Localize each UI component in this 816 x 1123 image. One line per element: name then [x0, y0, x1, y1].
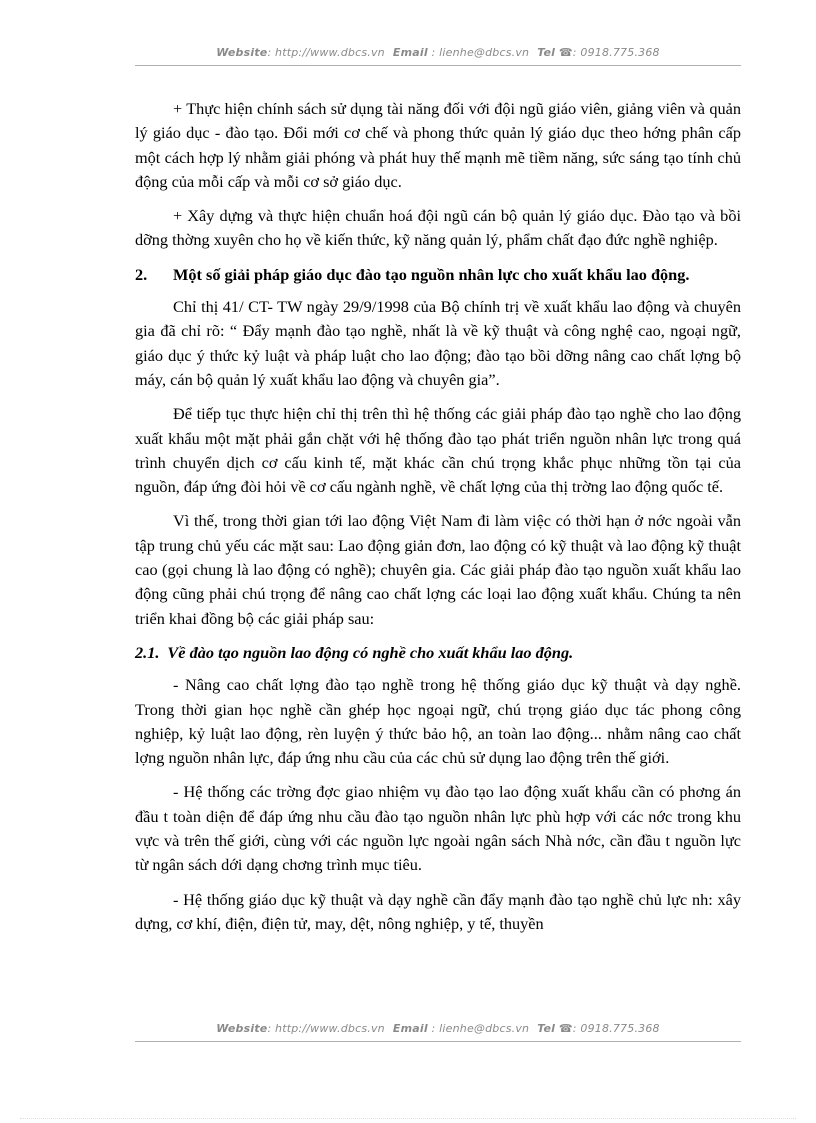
section-title: Một số giải pháp giáo dục đào tạo nguồn nhân lực cho xuất khẩu lao động. [173, 264, 690, 284]
section-heading-2 [135, 263, 741, 287]
phone-icon: ☎ [558, 46, 573, 59]
paragraph-labor-types: Vì thế, trong thời gian tới lao động Việt Nam đi làm việc có thời hạn ở nớc ngoài vẫn tập trung chủ yếu các mặt sau: Lao động giản đơn, lao động có kỹ thuật và lao động kỹ thuật cao (gọi chung là lao động có nghề); chuyên gia. Các giải pháp đào tạo nguồn xuất khẩu lao động cũng phải chú trọng để nâng cao chất lợng các loại lao động xuất khẩu. Chúng ta nên triển khai đồng bộ các giải pháp sau: [135, 511, 741, 628]
footer-website-label: Website [216, 1022, 268, 1035]
paragraph-management-standards: + Xây dựng và thực hiện chuẩn hoá đội ngũ cán bộ quản lý giáo dục. Đào tạo và bồi dỡng thờng xuyên cho họ về kiến thức, kỹ năng quản lý, phẩm chất đạo đức nghề nghiệp. [135, 206, 741, 250]
header-email-value: : lienhe@dbcs.vn [431, 46, 530, 59]
paragraph-teacher-policy: + Thực hiện chính sách sử dụng tài năng đối với đội ngũ giáo viên, giảng viên và quản lý giáo dục - đào tạo. Đổi mới cơ chế và phong thức quản lý giáo dục theo hớng phân cấp một cách hợp lý nhằm giải phóng và phát huy thế mạnh mẽ tiềm năng, sức sáng tạo tính chủ động của mỗi cấp và mỗi cơ sở giáo dục. [135, 99, 741, 191]
subsection-number: 2.1. [135, 642, 160, 662]
header-website-label: Website [216, 46, 268, 59]
footer-email-label: Email [392, 1022, 428, 1035]
footer-tel-value: : 0918.775.368 [572, 1022, 660, 1035]
page-header [135, 46, 741, 66]
paragraph-solution-system: Để tiếp tục thực hiện chỉ thị trên thì hệ thống các giải pháp đào tạo nghề cho lao động xuất khẩu một mặt phải gắn chặt với hệ thống đào tạo phát triển nguồn nhân lực trong quá trình chuyển dịch cơ cấu kinh tế, mặt khác cần chú trọng khắc phục những tồn tại của nguồn, đáp ứng đòi hỏi về cơ cấu ngành nghề, về chất lợng của thị trờng lao động quốc tế. [135, 404, 741, 497]
phone-icon: ☎ [558, 1022, 573, 1035]
header-email-label: Email [392, 46, 428, 59]
section-number: 2. [135, 264, 148, 284]
paragraph-vocational-quality: - Nâng cao chất lợng đào tạo nghề trong hệ thống giáo dục kỹ thuật và dạy nghề. Trong thời gian học nghề cần ghép học ngoại ngữ, chú trọng giáo dục tác phong công nghiệp, kỷ luật lao động, rèn luyện ý thức bảo hộ, an toàn lao động... nhằm nâng cao chất lợng nguồn nhân lực, đáp ứng nhu cầu của các chủ sử dụng lao động trên thế giới. [135, 675, 741, 768]
paragraph-key-trades: - Hệ thống giáo dục kỹ thuật và dạy nghề cần đẩy mạnh đào tạo nghề chủ lực nh: xây dựng, cơ khí, điện, điện tử, may, dệt, nông nghiệp, y tế, thuyền [135, 889, 741, 933]
subsection-title: Về đào tạo nguồn lao động có nghề cho xuất khẩu lao động. [167, 642, 574, 662]
page-edge-divider [20, 1118, 796, 1119]
paragraph-school-investment: - Hệ thống các trờng đợc giao nhiệm vụ đào tạo lao động xuất khẩu cần có phơng án đầu t toàn diện để đáp ứng nhu cầu đào tạo nguồn nhân lực phù hợp với các nớc trong khu vực và trên thế giới, cùng với các nguồn lực ngoài ngân sách Nhà nớc, cần đầu t nguồn lực từ ngân sách dới dạng chơng trình mục tiêu. [135, 782, 741, 875]
footer-tel-label: Tel [537, 1022, 556, 1035]
document-body [135, 97, 741, 936]
page-footer [135, 1022, 741, 1042]
footer-email-value: : lienhe@dbcs.vn [431, 1022, 530, 1035]
footer-website-value: : http://www.dbcs.vn [267, 1022, 385, 1035]
subsection-heading-2-1 [135, 641, 741, 665]
header-tel-value: : 0918.775.368 [572, 46, 660, 59]
header-tel-label: Tel [537, 46, 556, 59]
paragraph-directive-41: Chỉ thị 41/ CT- TW ngày 29/9/1998 của Bộ chính trị về xuất khẩu lao động và chuyên gia đã chỉ rõ: “ Đẩy mạnh đào tạo nghề, nhất là về kỹ thuật và công nghệ cao, ngoại ngữ, giáo dục ý thức kỷ luật và pháp luật cho lao động; đào tạo bồi dỡng nâng cao chất lợng bộ máy, cán bộ quản lý xuất khẩu lao động và chuyên gia”. [135, 297, 741, 389]
header-website-value: : http://www.dbcs.vn [267, 46, 385, 59]
